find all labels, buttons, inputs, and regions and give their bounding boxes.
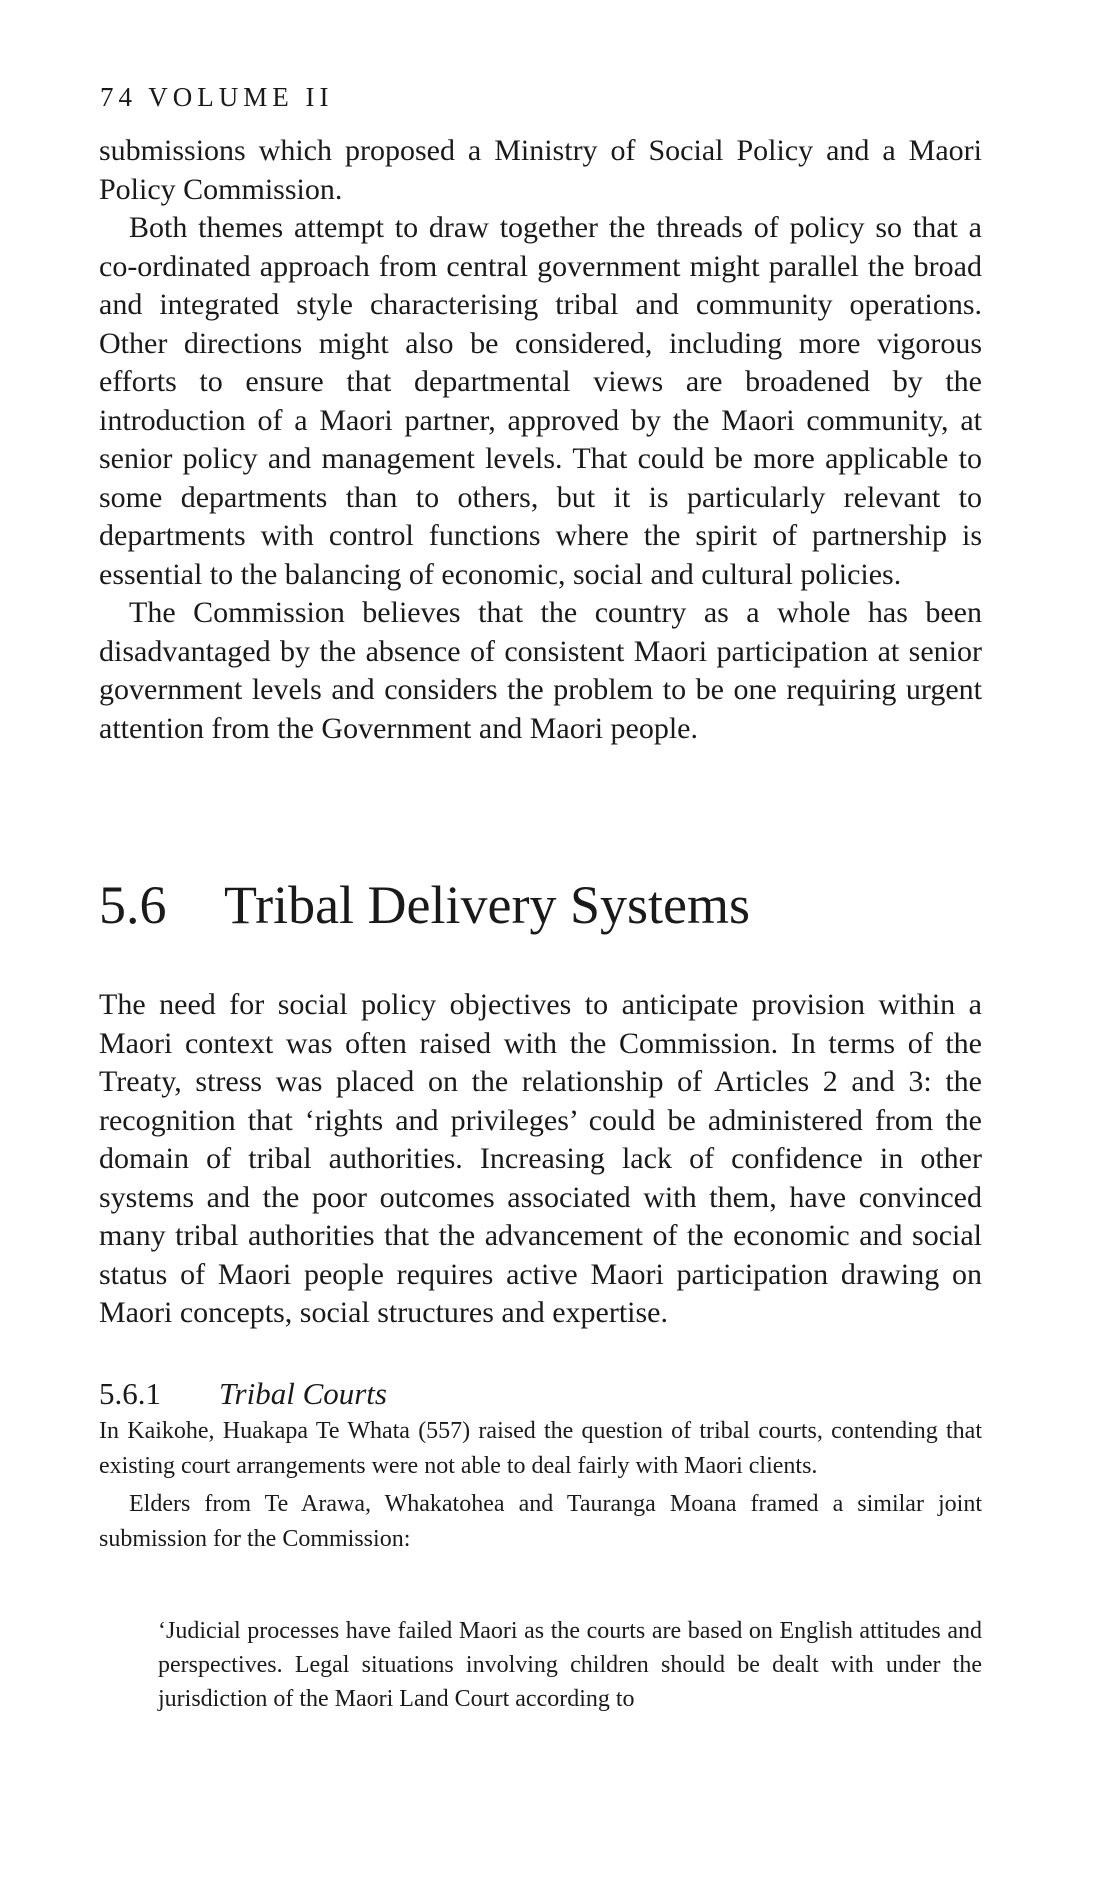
running-head: 74 VOLUME II [100,82,334,112]
intro-text [99,132,982,748]
section-heading [99,875,750,935]
section-number: 5.6 [99,875,167,935]
intro-paragraph-2: Both themes attempt to draw together the threads of policy so that a co-ordinated approach from central government might parallel the broad and integrated style characterising tribal and community operations. Other directions might also be considered, including more vigorous efforts to ensure that departmental views are broadened by the introduction of a Maori partner, approved by the Maori community, at senior policy and management levels. That could be more applicable to some departments than to others, but it is particularly relevant to departments with control functions where the spirit of partnership is essential to the balancing of economic, social and cultural policies. [99,211,982,591]
subsection-number: 5.6.1 [99,1376,161,1411]
section-title: Tribal Delivery Systems [224,875,750,935]
subsection-paragraph-1: In Kaikohe, Huakapa Te Whata (557) raised the question of tribal courts, contending that existing court arrangements were not able to deal fairly with Maori clients. [99,1418,982,1479]
subsection-paragraph-2: Elders from Te Arawa, Whakatohea and Tauranga Moana framed a similar joint submission for the Commission: [99,1491,982,1552]
intro-paragraph-1: submissions which proposed a Ministry of Social Policy and a Maori Policy Commission. [99,134,982,206]
block-quote: ‘Judicial processes have failed Maori as the courts are based on English attitudes and perspectives. Legal situations involving children should be dealt with under the jurisdiction of the Maori Land Court according to [158,1618,982,1712]
section-paragraph-1: The need for social policy objectives to anticipate provision within a Maori context was often raised with the Commission. In terms of the Treaty, stress was placed on the relationship of Articles 2 and 3: the recognition that ‘rights and privileges’ could be administered from the domain of tribal authorities. Increasing lack of confidence in other systems and the poor outcomes associated with them, have convinced many tribal authorities that the advancement of the economic and social status of Maori people requires active Maori participation drawing on Maori concepts, social structures and expertise. [99,988,982,1329]
subsection-title: Tribal Courts [219,1376,387,1411]
intro-paragraph-3: The Commission believes that the country as a whole has been disadvantaged by the absence of consistent Maori participation at senior government levels and considers the problem to be one requiring urgent attention from the Government and Maori people. [99,596,982,745]
subsection-text [99,1414,982,1556]
section-text [99,986,982,1333]
subsection-heading [99,1378,387,1409]
